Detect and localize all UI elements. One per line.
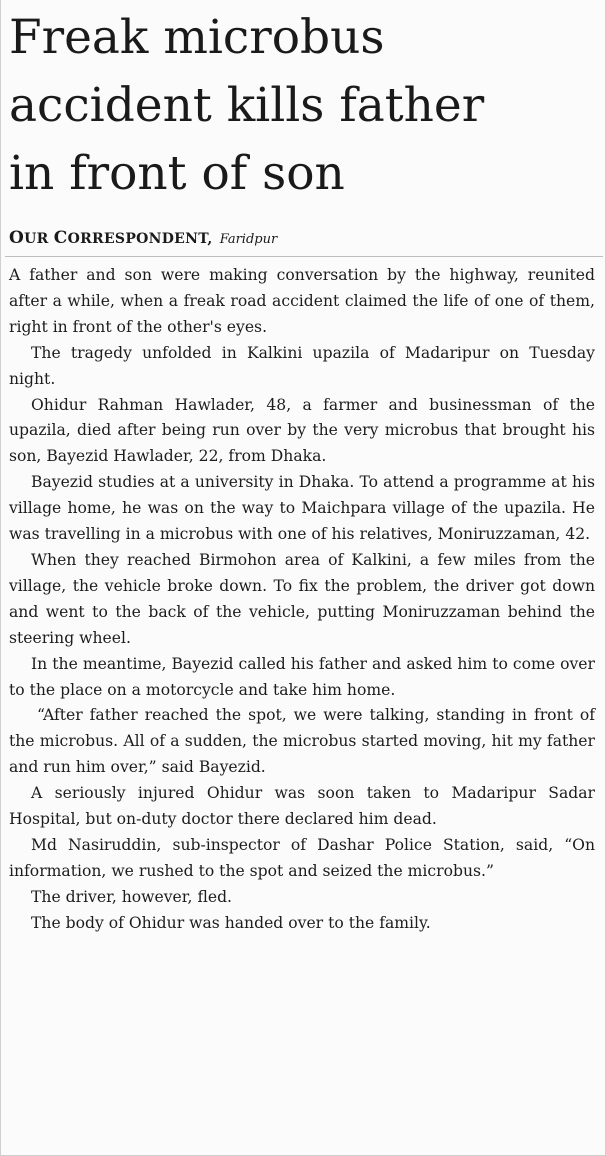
headline [9,4,599,208]
article-paragraph: “After father reached the spot, we were talking, standing in front of the microbus. All of a sudden, the microbus started moving, hit my father and run him over,” said Bayezid. [9,706,595,777]
article-paragraph: The tragedy unfolded in Kalkini upazila of Madaripur on Tuesday night. [9,343,595,388]
headline-line: accident kills father [9,78,485,133]
byline [9,228,277,248]
article-paragraph: The body of Ohidur was handed over to the family. [31,913,431,932]
article-paragraph: When they reached Birmohon area of Kalkini, a few miles from the village, the vehicle broke down. To fix the problem, the driver got down and went to the back of the vehicle, putting Moniruzzaman behind the steering wheel. [9,550,595,647]
article-paragraph: Ohidur Rahman Hawlader, 48, a farmer and businessman of the upazila, died after being run over by the very microbus that brought his son, Bayezid Hawlader, 22, from Dhaka. [9,395,595,466]
article-body [9,263,595,937]
byline-location: Faridpur [219,232,278,247]
article-paragraph: The driver, however, fled. [31,887,233,906]
headline-line: Freak microbus [9,10,385,65]
article-paragraph: Bayezid studies at a university in Dhaka. To attend a programme at his village home, he was on the way to Maichpara village of the upazila. He was travelling in a microbus with one of his relatives, Moniruzzaman, 42. [9,473,595,544]
article-paragraph: A father and son were making conversation by the highway, reunited after a while, when a freak road accident claimed the life of one of them, right in front of the other's eyes. [9,266,595,336]
article-paragraph: In the meantime, Bayezid called his father and asked him to come over to the place on a motorcycle and take him home. [9,654,595,699]
byline-author: OUR CORRESPONDENT, [9,228,213,248]
article-paragraph: Md Nasiruddin, sub-inspector of Dashar Police Station, said, “On information, we rushed to the spot and seized the microbus.” [9,835,595,880]
article-paragraph: A seriously injured Ohidur was soon taken to Madaripur Sadar Hospital, but on-duty doctor there declared him dead. [9,784,595,829]
headline-line: in front of son [9,146,345,201]
byline-divider [5,256,603,257]
